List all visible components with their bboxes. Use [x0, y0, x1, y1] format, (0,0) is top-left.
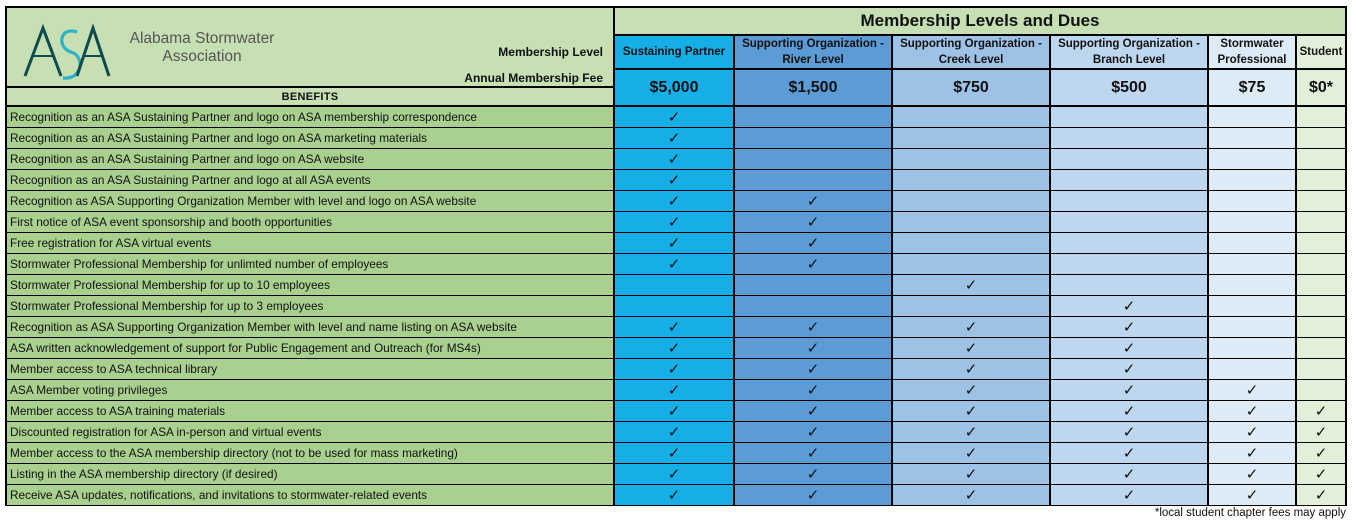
benefit-cell — [1297, 191, 1345, 211]
benefit-row-label: Recognition as an ASA Sustaining Partner and logo on ASA marketing materials — [7, 128, 613, 148]
benefit-cell — [735, 443, 891, 463]
benefit-row-label: Recognition as an ASA Sustaining Partner and logo on ASA website — [7, 149, 613, 169]
benefit-cell — [1051, 275, 1207, 295]
checkmark-icon: ✓ — [806, 465, 820, 483]
checkmark-icon: ✓ — [1245, 465, 1259, 483]
membership-level-label: Membership Level — [498, 45, 603, 59]
org-name — [117, 30, 287, 66]
benefit-cell — [735, 191, 891, 211]
benefit-cell — [735, 422, 891, 442]
benefit-cell — [1209, 233, 1295, 253]
benefit-row-label: Listing in the ASA membership directory (if desired) — [7, 464, 613, 484]
level-name: Supporting Organization - — [742, 38, 884, 50]
checkmark-icon: ✓ — [1122, 444, 1136, 462]
benefit-cell — [615, 191, 733, 211]
benefit-cell — [1209, 254, 1295, 274]
benefit-cell — [893, 380, 1049, 400]
benefit-cell — [1297, 107, 1345, 127]
benefit-cell — [893, 170, 1049, 190]
org-name-line1: Alabama Stormwater — [129, 30, 275, 47]
benefit-cell — [1209, 443, 1295, 463]
benefit-cell — [893, 485, 1049, 505]
checkmark-icon: ✓ — [667, 360, 681, 378]
benefit-cell — [893, 338, 1049, 358]
checkmark-icon: ✓ — [667, 108, 681, 126]
benefit-cell — [735, 254, 891, 274]
checkmark-icon: ✓ — [1314, 402, 1328, 420]
benefit-cell — [893, 128, 1049, 148]
benefit-cell — [615, 443, 733, 463]
benefit-cell — [735, 338, 891, 358]
checkmark-icon: ✓ — [1122, 465, 1136, 483]
benefit-cell — [735, 317, 891, 337]
benefit-cell — [1051, 128, 1207, 148]
checkmark-icon: ✓ — [1314, 423, 1328, 441]
benefit-cell — [1209, 401, 1295, 421]
benefit-cell — [1297, 254, 1345, 274]
checkmark-icon: ✓ — [667, 171, 681, 189]
checkmark-icon: ✓ — [964, 318, 978, 336]
benefit-cell — [735, 170, 891, 190]
level-header-2 — [893, 36, 1049, 68]
benefit-cell — [615, 107, 733, 127]
checkmark-icon: ✓ — [964, 360, 978, 378]
benefit-cell — [615, 359, 733, 379]
benefit-cell — [1297, 380, 1345, 400]
checkmark-icon: ✓ — [667, 444, 681, 462]
benefit-cell — [893, 296, 1049, 316]
checkmark-icon: ✓ — [964, 339, 978, 357]
benefit-cell — [1051, 170, 1207, 190]
benefit-cell — [615, 464, 733, 484]
benefit-cell — [1209, 422, 1295, 442]
level-name: Student — [1299, 46, 1343, 58]
level-name-line2: River Level — [782, 54, 844, 66]
level-name: Stormwater — [1220, 38, 1284, 50]
checkmark-icon: ✓ — [806, 255, 820, 273]
benefit-cell — [1209, 380, 1295, 400]
benefit-row-label: Stormwater Professional Membership for up to 10 employees — [7, 275, 613, 295]
benefit-cell — [1051, 464, 1207, 484]
checkmark-icon: ✓ — [964, 402, 978, 420]
checkmark-icon: ✓ — [667, 381, 681, 399]
benefit-cell — [893, 275, 1049, 295]
checkmark-icon: ✓ — [1122, 297, 1136, 315]
benefit-cell — [1051, 485, 1207, 505]
checkmark-icon: ✓ — [964, 486, 978, 504]
benefit-cell — [1209, 170, 1295, 190]
benefit-row-label: Discounted registration for ASA in-person and virtual events — [7, 422, 613, 442]
benefit-row-label: Member access to ASA training materials — [7, 401, 613, 421]
org-header-cell — [7, 8, 613, 86]
benefit-cell — [735, 485, 891, 505]
benefit-cell — [735, 107, 891, 127]
benefit-cell — [1297, 212, 1345, 232]
benefit-cell — [893, 443, 1049, 463]
benefit-cell — [1051, 233, 1207, 253]
checkmark-icon: ✓ — [667, 318, 681, 336]
benefit-cell — [1209, 191, 1295, 211]
benefit-cell — [1297, 338, 1345, 358]
level-fee-3: $500 — [1051, 70, 1207, 105]
benefit-cell — [1051, 317, 1207, 337]
footnote: *local student chapter fees may apply — [1154, 507, 1346, 519]
checkmark-icon: ✓ — [667, 192, 681, 210]
benefit-cell — [893, 359, 1049, 379]
level-fee-1: $1,500 — [735, 70, 891, 105]
benefit-cell — [615, 254, 733, 274]
benefit-cell — [1297, 401, 1345, 421]
level-name: Sustaining Partner — [622, 46, 726, 58]
checkmark-icon: ✓ — [667, 402, 681, 420]
benefit-cell — [615, 275, 733, 295]
checkmark-icon: ✓ — [806, 423, 820, 441]
checkmark-icon: ✓ — [1245, 402, 1259, 420]
benefit-cell — [615, 296, 733, 316]
checkmark-icon: ✓ — [1245, 381, 1259, 399]
benefit-cell — [1209, 128, 1295, 148]
checkmark-icon: ✓ — [667, 213, 681, 231]
benefit-cell — [735, 401, 891, 421]
checkmark-icon: ✓ — [806, 213, 820, 231]
benefit-cell — [1051, 212, 1207, 232]
checkmark-icon: ✓ — [1122, 318, 1136, 336]
benefit-cell — [735, 296, 891, 316]
checkmark-icon: ✓ — [1122, 402, 1136, 420]
checkmark-icon: ✓ — [1314, 465, 1328, 483]
checkmark-icon: ✓ — [667, 129, 681, 147]
benefit-cell — [893, 317, 1049, 337]
benefit-row-label: Recognition as ASA Supporting Organization Member with level and name listing on ASA website — [7, 317, 613, 337]
asa-logo-icon — [21, 22, 113, 84]
checkmark-icon: ✓ — [667, 339, 681, 357]
benefit-cell — [615, 170, 733, 190]
benefit-cell — [1051, 107, 1207, 127]
level-name: Supporting Organization - — [1058, 38, 1200, 50]
benefit-cell — [615, 212, 733, 232]
benefit-cell — [615, 233, 733, 253]
level-name-line2: Professional — [1217, 54, 1287, 66]
benefit-cell — [1051, 401, 1207, 421]
benefit-row-label: Recognition as an ASA Sustaining Partner and logo on ASA membership correspondence — [7, 107, 613, 127]
benefit-cell — [1297, 422, 1345, 442]
benefit-cell — [1051, 296, 1207, 316]
benefit-cell — [893, 422, 1049, 442]
benefit-cell — [1209, 107, 1295, 127]
level-fee-5: $0* — [1297, 70, 1345, 105]
checkmark-icon: ✓ — [667, 255, 681, 273]
benefit-cell — [615, 149, 733, 169]
checkmark-icon: ✓ — [1245, 486, 1259, 504]
benefit-cell — [735, 464, 891, 484]
benefit-cell — [735, 212, 891, 232]
benefit-cell — [1209, 275, 1295, 295]
checkmark-icon: ✓ — [806, 360, 820, 378]
checkmark-icon: ✓ — [964, 423, 978, 441]
checkmark-icon: ✓ — [667, 150, 681, 168]
benefit-cell — [1297, 359, 1345, 379]
benefit-cell — [1051, 254, 1207, 274]
benefit-cell — [1297, 317, 1345, 337]
org-name-line2: Association — [162, 48, 242, 65]
benefit-cell — [1297, 485, 1345, 505]
benefit-cell — [1209, 485, 1295, 505]
level-header-1 — [735, 36, 891, 68]
benefit-cell — [735, 359, 891, 379]
level-header-4 — [1209, 36, 1295, 68]
benefit-cell — [893, 233, 1049, 253]
benefit-cell — [1297, 233, 1345, 253]
checkmark-icon: ✓ — [964, 465, 978, 483]
benefit-row-label: Stormwater Professional Membership for unlimted number of employees — [7, 254, 613, 274]
benefit-cell — [893, 464, 1049, 484]
checkmark-icon: ✓ — [1122, 360, 1136, 378]
benefit-row-label: Free registration for ASA virtual events — [7, 233, 613, 253]
benefit-row-label: ASA Member voting privileges — [7, 380, 613, 400]
checkmark-icon: ✓ — [806, 318, 820, 336]
benefit-cell — [1297, 149, 1345, 169]
annual-fee-label: Annual Membership Fee — [464, 71, 603, 85]
benefit-cell — [1051, 443, 1207, 463]
benefit-cell — [1051, 359, 1207, 379]
level-fee-0: $5,000 — [615, 70, 733, 105]
benefit-cell — [735, 380, 891, 400]
benefit-cell — [1051, 338, 1207, 358]
benefit-cell — [615, 338, 733, 358]
benefit-cell — [1051, 191, 1207, 211]
membership-title: Membership Levels and Dues — [615, 8, 1345, 34]
benefit-cell — [615, 485, 733, 505]
level-fee-4: $75 — [1209, 70, 1295, 105]
level-fee-2: $750 — [893, 70, 1049, 105]
benefit-cell — [1209, 359, 1295, 379]
benefit-cell — [735, 128, 891, 148]
benefit-cell — [893, 191, 1049, 211]
checkmark-icon: ✓ — [806, 234, 820, 252]
benefit-cell — [735, 275, 891, 295]
checkmark-icon: ✓ — [1314, 444, 1328, 462]
checkmark-icon: ✓ — [667, 423, 681, 441]
level-header-5 — [1297, 36, 1345, 68]
membership-table — [5, 6, 1347, 506]
benefit-cell — [1209, 338, 1295, 358]
benefit-cell — [1297, 443, 1345, 463]
checkmark-icon: ✓ — [806, 339, 820, 357]
benefit-row-label: Recognition as ASA Supporting Organization Member with level and logo on ASA website — [7, 191, 613, 211]
checkmark-icon: ✓ — [1314, 486, 1328, 504]
checkmark-icon: ✓ — [806, 402, 820, 420]
benefit-cell — [1297, 296, 1345, 316]
benefit-cell — [735, 233, 891, 253]
checkmark-icon: ✓ — [1122, 339, 1136, 357]
level-name: Supporting Organization - — [900, 38, 1042, 50]
benefit-cell — [893, 212, 1049, 232]
benefit-cell — [615, 128, 733, 148]
benefits-header: BENEFITS — [7, 88, 613, 105]
checkmark-icon: ✓ — [1122, 486, 1136, 504]
benefit-cell — [893, 401, 1049, 421]
benefit-cell — [615, 401, 733, 421]
checkmark-icon: ✓ — [1122, 423, 1136, 441]
benefit-cell — [1297, 275, 1345, 295]
benefit-cell — [1297, 170, 1345, 190]
level-header-0 — [615, 36, 733, 68]
checkmark-icon: ✓ — [964, 381, 978, 399]
benefit-cell — [1209, 149, 1295, 169]
checkmark-icon: ✓ — [964, 444, 978, 462]
checkmark-icon: ✓ — [806, 444, 820, 462]
benefit-cell — [615, 317, 733, 337]
level-header-3 — [1051, 36, 1207, 68]
benefit-cell — [1209, 464, 1295, 484]
checkmark-icon: ✓ — [964, 276, 978, 294]
benefit-cell — [893, 254, 1049, 274]
checkmark-icon: ✓ — [667, 486, 681, 504]
benefit-cell — [615, 380, 733, 400]
benefit-cell — [893, 107, 1049, 127]
benefit-row-label: First notice of ASA event sponsorship and booth opportunities — [7, 212, 613, 232]
benefit-row-label: ASA written acknowledgement of support for Public Engagement and Outreach (for MS4s) — [7, 338, 613, 358]
benefit-cell — [1051, 380, 1207, 400]
benefit-cell — [1051, 149, 1207, 169]
benefit-row-label: Member access to the ASA membership directory (not to be used for mass marketing) — [7, 443, 613, 463]
benefit-cell — [615, 422, 733, 442]
benefit-row-label: Receive ASA updates, notifications, and invitations to stormwater-related events — [7, 485, 613, 505]
level-name-line2: Branch Level — [1092, 54, 1166, 66]
benefit-cell — [1051, 422, 1207, 442]
benefit-row-label: Recognition as an ASA Sustaining Partner and logo at all ASA events — [7, 170, 613, 190]
benefit-row-label: Member access to ASA technical library — [7, 359, 613, 379]
checkmark-icon: ✓ — [667, 465, 681, 483]
benefit-row-label: Stormwater Professional Membership for up to 3 employees — [7, 296, 613, 316]
benefit-cell — [1209, 212, 1295, 232]
benefit-cell — [1297, 128, 1345, 148]
benefit-cell — [893, 149, 1049, 169]
checkmark-icon: ✓ — [806, 192, 820, 210]
benefit-cell — [1209, 296, 1295, 316]
checkmark-icon: ✓ — [667, 234, 681, 252]
checkmark-icon: ✓ — [1245, 423, 1259, 441]
level-name-line2: Creek Level — [938, 54, 1004, 66]
checkmark-icon: ✓ — [1245, 444, 1259, 462]
benefit-cell — [1297, 464, 1345, 484]
checkmark-icon: ✓ — [806, 486, 820, 504]
benefit-cell — [1209, 317, 1295, 337]
benefit-cell — [735, 149, 891, 169]
checkmark-icon: ✓ — [806, 381, 820, 399]
checkmark-icon: ✓ — [1122, 381, 1136, 399]
